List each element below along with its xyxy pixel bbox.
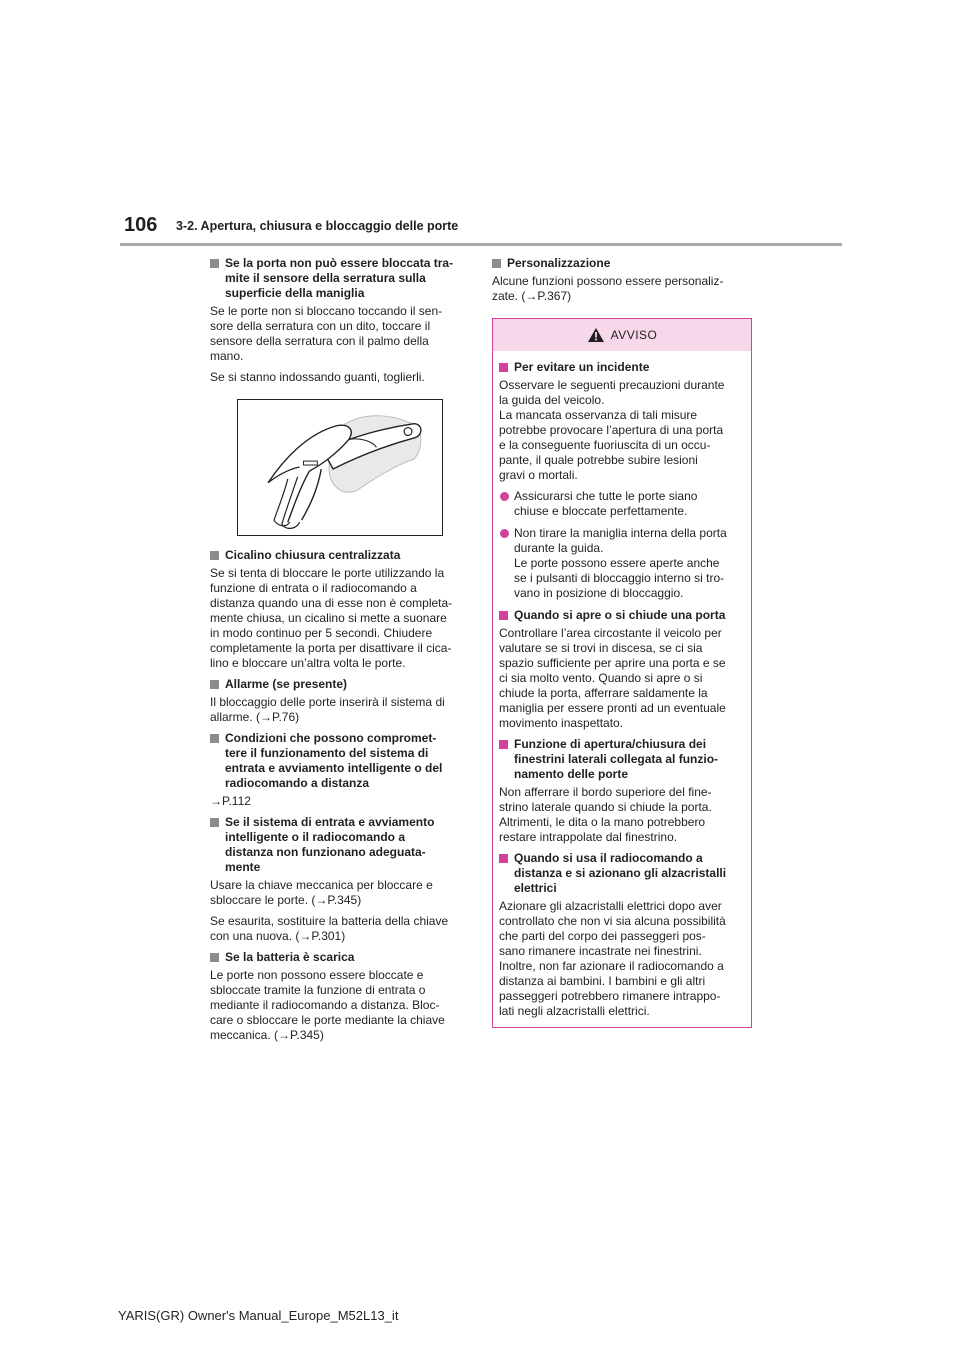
section-malfunction [210, 815, 475, 944]
warning-heading: Per evitare un incidente [499, 360, 745, 375]
section-buzzer [210, 548, 475, 671]
section-title: 3-2. Apertura, chiusura e bloccaggio delle porte [176, 219, 459, 233]
paragraph: Il bloccaggio delle porte inserirà il sistema di allarme. (→P.76) [210, 695, 445, 724]
paragraph: Se le porte non si bloccano toccando il sen- sore della serratura con un dito, toccare il sensore della serratura con il palmo della mano. [210, 304, 443, 363]
section-battery [210, 950, 475, 1043]
section-conditions [210, 731, 475, 809]
door-handle-illustration [237, 399, 443, 536]
paragraph: Azionare gli alzacristalli elettrici dopo aver controllato che non vi sia alcuna possibilità che parti del corpo dei passeggeri pos- sano rimanere incastrate nei finestrini. Inoltre, non far azionare il radiocomando a distanza ai bambini. I bambini e gli altri passeggeri potrebbero rimanere intrappo- lati negli alzacristalli elettrici. [499, 899, 726, 1018]
warning-triangle-icon [587, 327, 605, 343]
section-alarm [210, 677, 475, 725]
paragraph: Se esaurita, sostituire la batteria della chiave con una nuova. (→P.301) [210, 914, 449, 943]
paragraph: Se si stanno indossando guanti, toglierli. [210, 370, 425, 384]
warning-bullet: Non tirare la maniglia interna della porta durante la guida. Le porte possono essere aperte anche se i pulsanti di bloccaggio interno si tro- vano in posizione di bloccaggio. [499, 526, 745, 601]
warning-header [493, 319, 751, 351]
section-lock-sensor [210, 256, 475, 385]
page-reference: →P.112 [210, 794, 251, 808]
paragraph: Alcune funzioni possono essere personaliz- zate. (→P.367) [492, 274, 724, 303]
hand-on-door-handle-image [238, 400, 442, 535]
warning-title: AVVISO [610, 328, 658, 342]
section-heading: Condizioni che possono compromet- tere il funzionamento del sistema di entrata e avviamento intelligente o del radiocomando a distanza [210, 731, 475, 791]
left-column [210, 256, 475, 1049]
paragraph: Le porte non possono essere bloccate e sbloccate tramite la funzione di entrata o mediante il radiocomando a distanza. Bloc- care o sbloccare le porte mediante la chiave meccanica. (→P.345) [210, 968, 445, 1042]
warning-bullet: Assicurarsi che tutte le porte siano chiuse e bloccate perfettamente. [499, 489, 745, 519]
warning-body [493, 351, 751, 1027]
section-heading: Se la batteria è scarica [210, 950, 475, 965]
paragraph: Se si tenta di bloccare le porte utilizzando la funzione di entrata o il radiocomando a distanza quando una di esse non è completa- mente chiusa, un cicalino si mette a suonare in modo continuo per 5 secondi. Chiudere completamente la porta per disattivare il cica- lino e bloccare un’altra volta le porte. [210, 566, 453, 670]
warning-box [492, 318, 752, 1028]
right-column [492, 256, 752, 1028]
warning-heading: Quando si apre o si chiude una porta [499, 608, 745, 623]
section-customization [492, 256, 752, 304]
paragraph: Non afferrare il bordo superiore del fine- strino laterale quando si chiude la porta. Altrimenti, le dita o la mano potrebbero restare intrappolate dal finestrino. [499, 785, 712, 844]
warning-heading: Funzione di apertura/chiusura dei finestrini laterali collegata al funzio- namento delle porte [499, 737, 745, 782]
page-number: 106 [124, 214, 158, 236]
header-divider [120, 243, 842, 246]
paragraph: Usare la chiave meccanica per bloccare e sbloccare le porte. (→P.345) [210, 878, 433, 907]
section-heading: Se il sistema di entrata e avviamento intelligente o il radiocomando a distanza non funzionano adeguata- mente [210, 815, 475, 875]
paragraph: Osservare le seguenti precauzioni durante la guida del veicolo. La mancata osservanza di tali misure potrebbe provocare l’apertura di una porta e la conseguente fuoriuscita di un occu- pante, il quale potrebbe subire lesioni gravi o mortali. [499, 378, 725, 482]
paragraph: Controllare l’area circostante il veicolo per valutare se si trovi in discesa, se ci sia spazio sufficiente per aprire una porta e se ci sia molto vento. Quando si apre o si chiude la porta, afferrare saldamente la maniglia per essere pronti ad un eventuale movimento inaspettato. [499, 626, 726, 730]
section-heading: Se la porta non può essere bloccata tra- mite il sensore della serratura sulla superficie della maniglia [210, 256, 475, 301]
footer-manual-id: YARIS(GR) Owner's Manual_Europe_M52L13_it [118, 1308, 399, 1323]
section-heading: Cicalino chiusura centralizzata [210, 548, 475, 563]
section-heading: Personalizzazione [492, 256, 752, 271]
section-heading: Allarme (se presente) [210, 677, 475, 692]
warning-heading: Quando si usa il radiocomando a distanza e si azionano gli alzacristalli elettrici [499, 851, 745, 896]
